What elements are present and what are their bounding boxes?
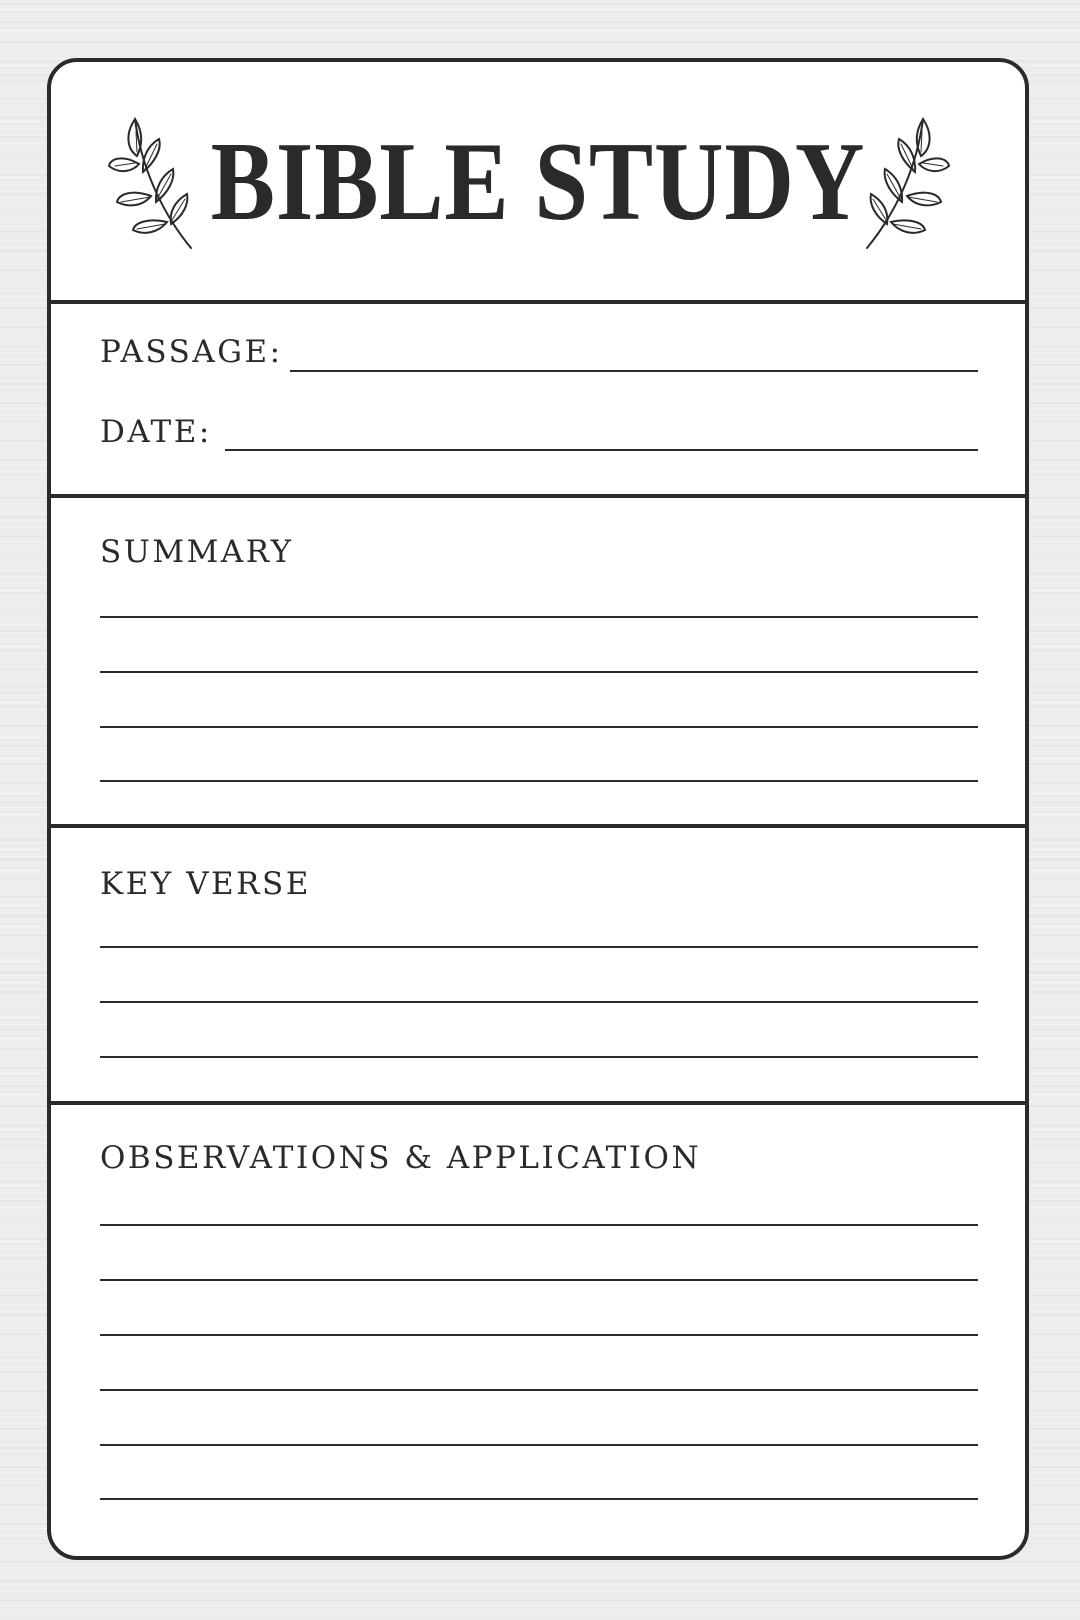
writing-line[interactable] xyxy=(100,726,978,728)
section-divider xyxy=(51,300,1025,304)
section-divider xyxy=(51,1101,1025,1105)
writing-line[interactable] xyxy=(100,1498,978,1500)
writing-line[interactable] xyxy=(100,946,978,948)
observations-heading: OBSERVATIONS & APPLICATION xyxy=(100,1140,702,1176)
writing-line[interactable] xyxy=(100,780,978,782)
writing-line[interactable] xyxy=(100,1444,978,1446)
page-title: BIBLE STUDY xyxy=(210,120,866,244)
section-divider xyxy=(51,824,1025,828)
writing-line[interactable] xyxy=(100,616,978,618)
date-label: DATE: xyxy=(100,414,212,450)
olive-branch-icon xyxy=(861,114,951,254)
section-divider xyxy=(51,494,1025,498)
date-field[interactable] xyxy=(225,449,978,451)
writing-line[interactable] xyxy=(100,1389,978,1391)
writing-line[interactable] xyxy=(100,1001,978,1003)
writing-line[interactable] xyxy=(100,1334,978,1336)
key-verse-heading: KEY VERSE xyxy=(100,866,311,902)
writing-line[interactable] xyxy=(100,1279,978,1281)
summary-heading: SUMMARY xyxy=(100,534,294,570)
passage-field[interactable] xyxy=(290,370,978,372)
bible-study-card xyxy=(47,58,1029,1560)
writing-line[interactable] xyxy=(100,671,978,673)
passage-label: PASSAGE: xyxy=(100,334,283,370)
writing-line[interactable] xyxy=(100,1224,978,1226)
writing-line[interactable] xyxy=(100,1056,978,1058)
